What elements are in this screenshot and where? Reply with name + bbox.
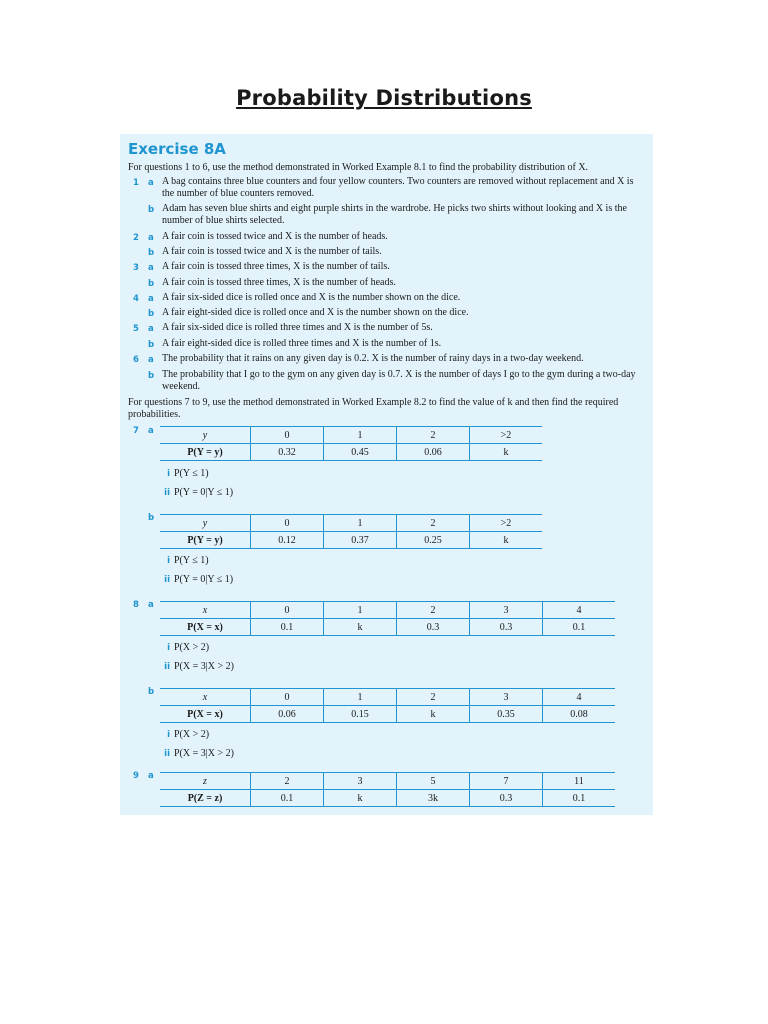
table-cell: 2 (397, 427, 470, 444)
exercise-panel (120, 134, 653, 815)
table-cell: 0.1 (543, 619, 616, 636)
question-number: 1 (133, 178, 139, 188)
question-part-label: b (148, 340, 155, 350)
question-part-label: a (148, 263, 154, 273)
question-text: A fair coin is tossed three times, X is the number of tails. (162, 261, 390, 272)
table-cell: x (160, 689, 251, 706)
table-row (160, 515, 542, 532)
table-cell: P(X = x) (160, 706, 251, 723)
table-cell: 2 (397, 602, 470, 619)
exercise-intro: For questions 1 to 6, use the method demonstrated in Worked Example 8.1 to find the probability distribution of X. (128, 162, 589, 173)
question-part-label: b (148, 309, 155, 319)
table-cell: 0 (251, 602, 324, 619)
question-part-label: b (148, 687, 155, 697)
table-cell: 0 (251, 689, 324, 706)
question-part-label: b (148, 371, 155, 381)
question-part-label: b (148, 513, 155, 523)
sub-question-text: P(X > 2) (174, 729, 210, 740)
question-text: A fair eight-sided dice is rolled once and X is the number shown on the dice. (162, 307, 469, 318)
sub-question (160, 487, 233, 499)
table-cell: y (160, 427, 251, 444)
table-cell: >2 (470, 427, 543, 444)
table-cell: 3k (397, 790, 470, 807)
table-cell: 0.1 (251, 790, 324, 807)
probability-table (160, 772, 615, 807)
table-cell: 2 (397, 515, 470, 532)
table-cell: P(Z = z) (160, 790, 251, 807)
question-text: A bag contains three blue counters and four yellow counters. Two counters are removed without replacement and X is the number of blue counters removed. (162, 176, 634, 199)
table-cell: 0.12 (251, 532, 324, 549)
question-number: 8 (133, 600, 139, 610)
question-part-label: a (148, 426, 154, 436)
table-cell: 4 (543, 689, 616, 706)
table-cell: 11 (543, 773, 616, 790)
probability-table (160, 514, 542, 549)
table-cell: 0.3 (470, 619, 543, 636)
sub-question-label: ii (164, 662, 170, 672)
question-part-label: a (148, 178, 154, 188)
question-text: A fair six-sided dice is rolled once and X is the number shown on the dice. (162, 292, 461, 303)
sub-question-label: i (167, 556, 170, 566)
table-cell: 0.32 (251, 444, 324, 461)
sub-question-text: P(Y = 0|Y ≤ 1) (174, 487, 234, 498)
sub-question (160, 468, 209, 480)
sub-question (160, 642, 209, 654)
table-row (160, 689, 615, 706)
table-cell: 1 (324, 689, 397, 706)
table-cell: k (324, 619, 397, 636)
question-text: A fair coin is tossed twice and X is the number of heads. (162, 231, 388, 242)
table-row (160, 706, 615, 723)
table-cell: 0.1 (543, 790, 616, 807)
sub-question-text: P(Y = 0|Y ≤ 1) (174, 574, 234, 585)
table-cell: k (324, 790, 397, 807)
sub-question (160, 574, 233, 586)
table-cell: y (160, 515, 251, 532)
table-cell: k (470, 444, 543, 461)
question-part-label: a (148, 355, 154, 365)
table-row (160, 427, 542, 444)
sub-question-text: P(Y ≤ 1) (174, 555, 209, 566)
sub-question-label: i (167, 469, 170, 479)
question-text: The probability that I go to the gym on any given day is 0.7. X is the number of days I go to the gym during a two-day weekend. (162, 369, 636, 392)
question-part-label: b (148, 279, 155, 289)
question-part-label: a (148, 771, 154, 781)
table-cell: 0.3 (397, 619, 470, 636)
question-number: 3 (133, 263, 139, 273)
exercise-heading: Exercise 8A (128, 140, 226, 158)
table-cell: 2 (397, 689, 470, 706)
table-cell: 1 (324, 602, 397, 619)
table-row (160, 532, 542, 549)
question-number: 5 (133, 324, 139, 334)
table-cell: 1 (324, 427, 397, 444)
table-cell: 3 (470, 602, 543, 619)
sub-question-label: i (167, 730, 170, 740)
question-text: A fair six-sided dice is rolled three times and X is the number of 5s. (162, 322, 433, 333)
table-cell: 0.1 (251, 619, 324, 636)
table-cell: 0.15 (324, 706, 397, 723)
table-cell: k (470, 532, 543, 549)
table-cell: 0.35 (470, 706, 543, 723)
table-cell: >2 (470, 515, 543, 532)
question-text: The probability that it rains on any given day is 0.2. X is the number of rainy days in a two-day weekend. (162, 353, 584, 364)
sub-question-text: P(Y ≤ 1) (174, 468, 209, 479)
question-number: 7 (133, 426, 139, 436)
table-cell: 0 (251, 427, 324, 444)
question-part-label: b (148, 205, 155, 215)
question-text: A fair coin is tossed three times, X is the number of heads. (162, 277, 396, 288)
question-number: 6 (133, 355, 139, 365)
question-number: 4 (133, 294, 139, 304)
question-text: A fair eight-sided dice is rolled three times and X is the number of 1s. (162, 338, 442, 349)
question-part-label: a (148, 600, 154, 610)
table-cell: 0.25 (397, 532, 470, 549)
table-cell: z (160, 773, 251, 790)
question-text: Adam has seven blue shirts and eight purple shirts in the wardrobe. He picks two shirts without looking and X is the number of blue shirts selected. (162, 203, 627, 226)
table-row (160, 619, 615, 636)
table-cell: x (160, 602, 251, 619)
page-title: Probability Distributions (236, 86, 532, 110)
sub-question-text: P(X = 3|X > 2) (174, 748, 234, 759)
sub-question-label: ii (164, 488, 170, 498)
table-cell: P(X = x) (160, 619, 251, 636)
question-text: A fair coin is tossed twice and X is the number of tails. (162, 246, 382, 257)
table-cell: P(Y = y) (160, 444, 251, 461)
table-cell: 1 (324, 515, 397, 532)
table-cell: 7 (470, 773, 543, 790)
table-row (160, 773, 615, 790)
sub-question-label: i (167, 643, 170, 653)
sub-question (160, 661, 234, 673)
table-cell: 0.3 (470, 790, 543, 807)
table-cell: 0 (251, 515, 324, 532)
question-part-label: a (148, 294, 154, 304)
table-cell: 2 (251, 773, 324, 790)
sub-question (160, 748, 234, 760)
sub-question (160, 555, 209, 567)
sub-question-label: ii (164, 575, 170, 585)
question-part-label: a (148, 324, 154, 334)
table-cell: 0.37 (324, 532, 397, 549)
probability-table (160, 688, 615, 723)
table-cell: P(Y = y) (160, 532, 251, 549)
sub-question (160, 729, 209, 741)
table-cell: 0.06 (397, 444, 470, 461)
question-part-label: a (148, 233, 154, 243)
table-cell: 5 (397, 773, 470, 790)
table-cell: 4 (543, 602, 616, 619)
question-number: 9 (133, 771, 139, 781)
probability-table (160, 426, 542, 461)
exercise-intro-2: For questions 7 to 9, use the method demonstrated in Worked Example 8.2 to find the value of k and then find the required probabilities. (128, 397, 619, 420)
sub-question-text: P(X > 2) (174, 642, 210, 653)
table-row (160, 602, 615, 619)
table-cell: 3 (470, 689, 543, 706)
question-part-label: b (148, 248, 155, 258)
table-cell: k (397, 706, 470, 723)
sub-question-text: P(X = 3|X > 2) (174, 661, 234, 672)
table-row (160, 790, 615, 807)
table-cell: 0.08 (543, 706, 616, 723)
table-cell: 0.45 (324, 444, 397, 461)
table-cell: 0.06 (251, 706, 324, 723)
sub-question-label: ii (164, 749, 170, 759)
table-cell: 3 (324, 773, 397, 790)
table-row (160, 444, 542, 461)
question-number: 2 (133, 233, 139, 243)
probability-table (160, 601, 615, 636)
